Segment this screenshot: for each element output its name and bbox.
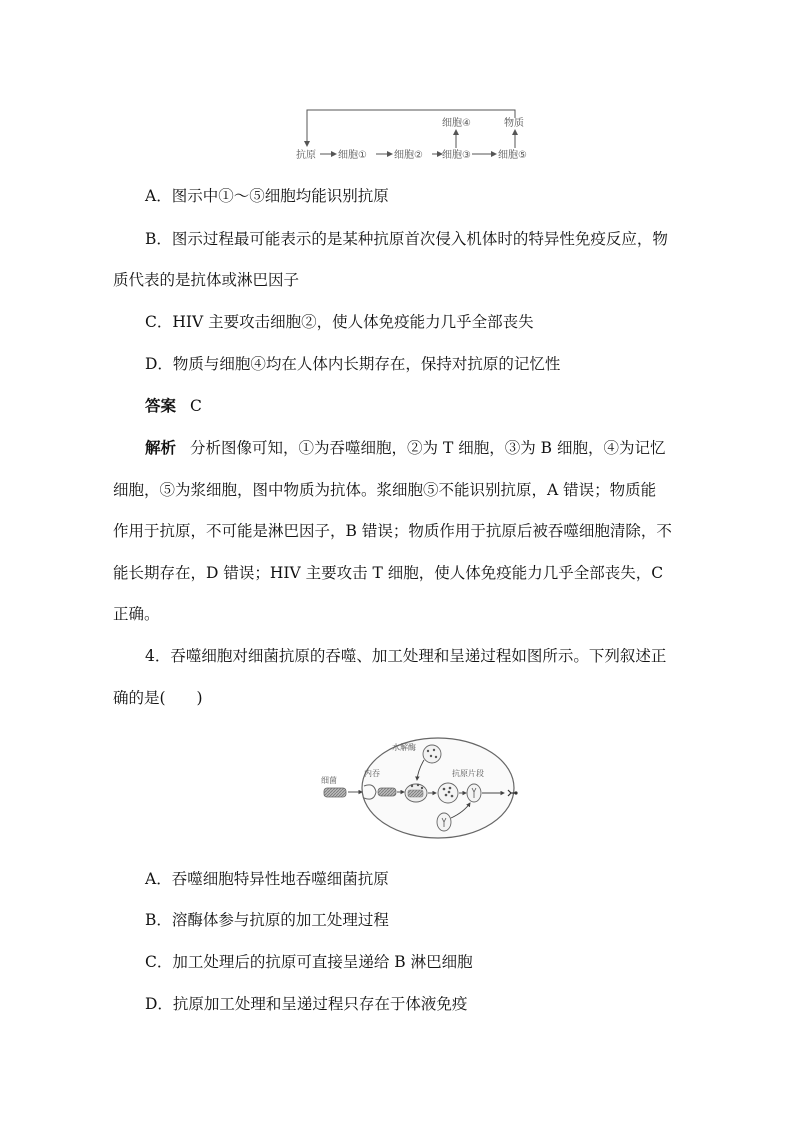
phagocyte-diagram xyxy=(318,736,518,840)
label-endocytosis: 内吞 xyxy=(364,769,380,778)
label-cell2: 细胞② xyxy=(394,150,423,161)
analysis-text-5: 正确。 xyxy=(113,605,160,623)
q4-stem-line1: 4．吞噬细胞对细菌抗原的吞噬、加工处理和呈递过程如图所示。下列叙述正 xyxy=(145,647,667,665)
q3-option-b-line2: 质代表的是抗体或淋巴因子 xyxy=(113,271,300,289)
answer-label: 答案 xyxy=(145,396,177,415)
label-substance: 物质 xyxy=(504,118,524,129)
analysis-text-1: 分析图像可知，①为吞噬细胞，②为 T 细胞，③为 B 细胞，④为记忆 xyxy=(190,439,666,457)
answer-value: C xyxy=(190,397,202,415)
label-bacteria: 细菌 xyxy=(321,776,337,785)
digested-bacterium xyxy=(408,790,423,797)
q4-option-d: D．抗原加工处理和呈递过程只存在于体液免疫 xyxy=(145,995,468,1013)
q3-analysis-row-1 xyxy=(145,438,715,458)
lysosome xyxy=(423,745,441,763)
label-cell5: 细胞⑤ xyxy=(498,150,527,161)
label-antigen-fragment: 抗原片段 xyxy=(452,769,484,778)
immune-flow-diagram xyxy=(290,108,540,168)
internalized-bacterium xyxy=(378,788,396,796)
antigen-fragment-vesicle xyxy=(438,783,458,803)
analysis-text-4: 能长期存在，D 错误；HIV 主要攻击 T 细胞，使人体免疫能力几乎全部丧失，C xyxy=(113,564,664,582)
q4-option-c: C．加工处理后的抗原可直接呈递给 B 淋巴细胞 xyxy=(145,953,473,971)
label-cell4: 细胞④ xyxy=(442,118,471,129)
analysis-text-2: 细胞，⑤为浆细胞，图中物质为抗体。浆细胞⑤不能识别抗原，A 错误；物质能 xyxy=(113,481,657,499)
feedback-arrow xyxy=(307,110,515,146)
label-hydrolase: 水解酶 xyxy=(392,743,416,752)
label-antigen: 抗原 xyxy=(296,150,316,161)
analysis-label: 解析 xyxy=(145,438,177,457)
analysis-text-3: 作用于抗原，不可能是淋巴因子，B 错误；物质作用于抗原后被吞噬细胞清除，不 xyxy=(113,522,672,540)
q4-option-a: A．吞噬细胞特异性地吞噬细菌抗原 xyxy=(145,870,389,888)
label-cell1: 细胞① xyxy=(338,150,367,161)
q4-option-b: B．溶酶体参与抗原的加工处理过程 xyxy=(145,911,389,929)
q4-stem-line2: 确的是( ) xyxy=(113,689,203,707)
q3-option-c: C．HIV 主要攻击细胞②，使人体免疫能力几乎全部丧失 xyxy=(145,313,534,331)
q3-option-b-line1: B．图示过程最可能表示的是某种抗原首次侵入机体时的特异性免疫反应，物 xyxy=(145,230,668,248)
bacterium xyxy=(324,788,346,797)
q3-option-a: A．图示中①～⑤细胞均能识别抗原 xyxy=(145,187,389,205)
label-cell3: 细胞③ xyxy=(442,150,471,161)
q3-option-d: D．物质与细胞④均在人体内长期存在，保持对抗原的记忆性 xyxy=(145,355,561,373)
q3-answer-row xyxy=(145,396,715,416)
